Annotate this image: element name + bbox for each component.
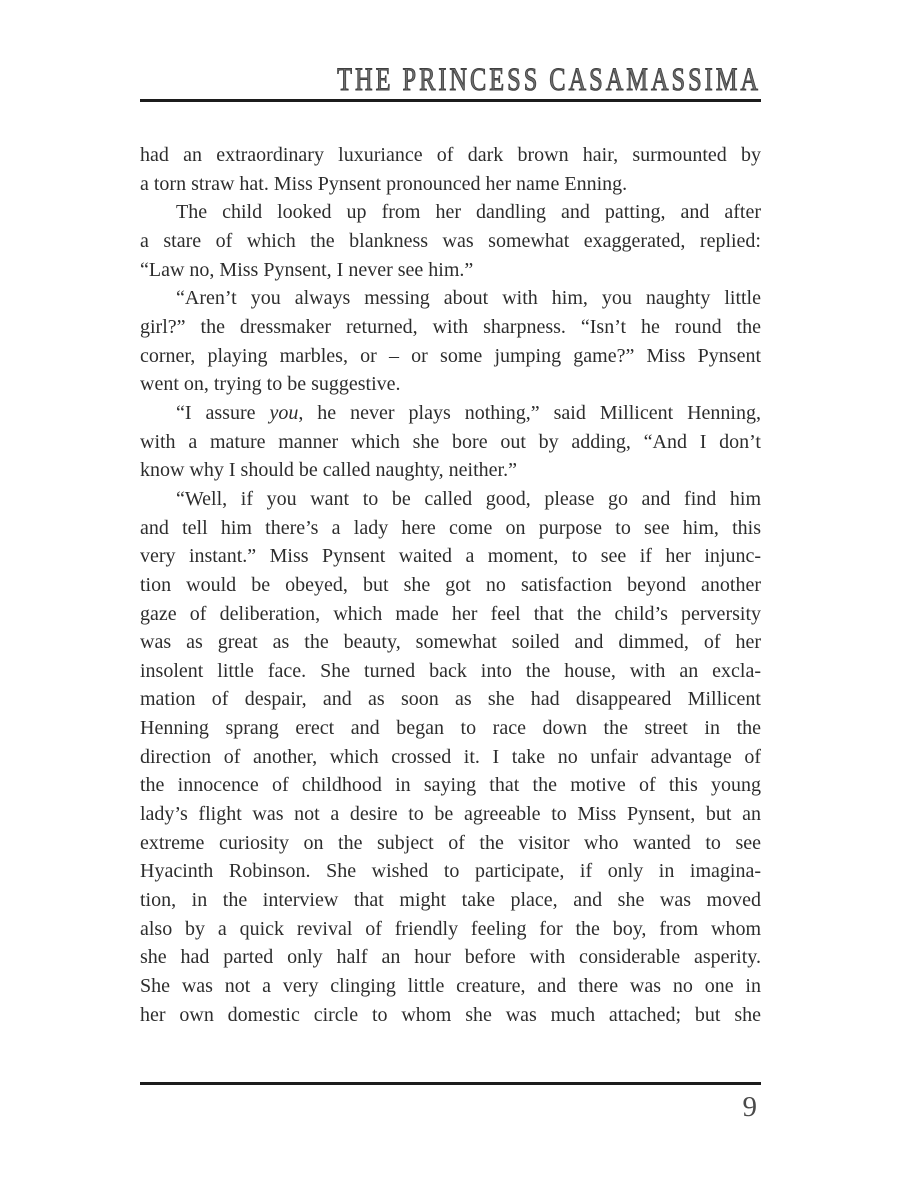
footer-rule <box>140 1082 761 1085</box>
text-line: a stare of which the blankness was somewhat exaggerated, replied: <box>140 229 761 252</box>
text-line: went on, trying to be suggestive. <box>140 373 401 396</box>
page-body-text <box>140 141 761 1029</box>
page-number: 9 <box>742 1091 757 1123</box>
text-line: was as great as the beauty, somewhat soiled and dimmed, of her <box>140 631 761 654</box>
text-line: know why I should be called naughty, neither.” <box>140 459 517 482</box>
text-line: she had parted only half an hour before with considerable asperity. <box>140 946 761 969</box>
text-segment: , he never plays nothing,” said Millicent Henning, <box>298 401 761 424</box>
text-line: very instant.” Miss Pynsent waited a moment, to see if her injunc- <box>140 545 761 568</box>
text-line: “Well, if you want to be called good, please go and find him <box>176 487 761 510</box>
text-line: Henning sprang erect and began to race down the street in the <box>140 717 761 740</box>
text-line: gaze of deliberation, which made her feel that the child’s perversity <box>140 602 761 625</box>
header-rule <box>140 99 761 102</box>
text-line: direction of another, which crossed it. I take no unfair advantage of <box>140 745 761 768</box>
text-line: the innocence of childhood in saying that the motive of this young <box>140 774 761 797</box>
text-line: a torn straw hat. Miss Pynsent pronounced her name Enning. <box>140 172 628 195</box>
text-line: mation of despair, and as soon as she had disappeared Millicent <box>140 688 761 711</box>
text-line: had an extraordinary luxuriance of dark brown hair, surmounted by <box>140 144 761 166</box>
text-line: The child looked up from her dandling and patting, and after <box>176 201 761 224</box>
text-segment: “I assure <box>176 401 270 424</box>
text-line <box>140 399 761 428</box>
text-line: lady’s flight was not a desire to be agreeable to Miss Pynsent, but an <box>140 803 761 826</box>
text-line: tion would be obeyed, but she got no satisfaction beyond another <box>140 573 761 596</box>
text-line: and tell him there’s a lady here come on purpose to see him, this <box>140 516 761 539</box>
text-line: She was not a very clinging little creature, and there was no one in <box>140 975 761 998</box>
text-line: her own domestic circle to whom she was much attached; but she <box>140 1003 761 1026</box>
text-line: also by a quick revival of friendly feeling for the boy, from whom <box>140 917 761 940</box>
text-line: extreme curiosity on the subject of the visitor who wanted to see <box>140 831 761 854</box>
text-line: “Aren’t you always messing about with him, you naughty little <box>176 287 761 310</box>
text-line: insolent little face. She turned back into the house, with an excla- <box>140 659 761 682</box>
running-head-title: THE PRINCESS CASAMASSIMA <box>337 62 761 98</box>
italic-word: you <box>269 401 299 424</box>
text-line: “Law no, Miss Pynsent, I never see him.” <box>140 258 474 281</box>
text-line: with a mature manner which she bore out by adding, “And I don’t <box>140 430 761 453</box>
text-line: girl?” the dressmaker returned, with sharpness. “Isn’t he round the <box>140 315 761 338</box>
text-line: Hyacinth Robinson. She wished to participate, if only in imagina- <box>140 860 761 883</box>
text-line: tion, in the interview that might take place, and she was moved <box>140 889 761 912</box>
text-line: corner, playing marbles, or – or some jumping game?” Miss Pynsent <box>140 344 761 367</box>
